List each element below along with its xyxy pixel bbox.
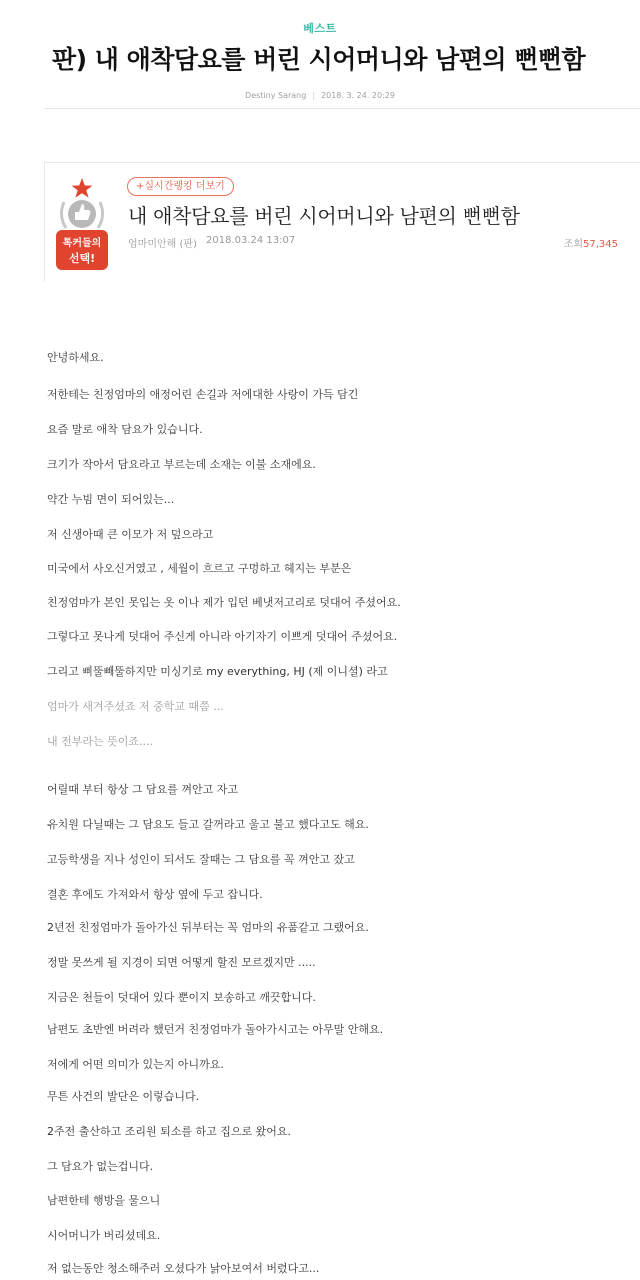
- body-line: 무튼 사건의 발단은 이렇습니다.: [47, 1090, 200, 1103]
- body-line: 남편한테 행방을 물으니: [47, 1194, 161, 1207]
- body-line: 엄마가 새겨주셨죠 저 중학교 때쯤 ...: [47, 700, 224, 713]
- body-line: 저 없는동안 청소해주러 오셨다가 낡아보여서 버렸다고...: [47, 1262, 320, 1275]
- badge-icon: [50, 176, 110, 272]
- body-line: 내 전부라는 뜻이죠....: [47, 735, 153, 748]
- body-line: 저 신생아때 큰 이모가 저 덮으라고: [47, 528, 214, 541]
- page-title: 판) 내 애착담요를 버린 시어머니와 남편의 뻔뻔함: [52, 45, 586, 74]
- body-line: 그 담요가 없는겁니다.: [47, 1160, 154, 1173]
- view-count-label: 조회: [563, 239, 583, 250]
- svg-text:선택!: 선택!: [68, 252, 96, 265]
- body-line: 미국에서 사오신거였고 , 세월이 흐르고 구멍하고 헤지는 부분은: [47, 562, 352, 575]
- body-line: 남편도 초반엔 버려라 했던거 친정엄마가 돌아가시고는 아무말 안해요.: [47, 1023, 384, 1036]
- body-line: 2주전 출산하고 조리원 퇴소를 하고 집으로 왔어요.: [47, 1125, 291, 1138]
- svg-text:톡커들의: 톡커들의: [62, 238, 102, 249]
- body-line: 요즘 말로 애착 담요가 있습니다.: [47, 423, 203, 436]
- body-line: 고등학생을 지나 성인이 되서도 잘때는 그 담요를 꼭 껴안고 잤고: [47, 853, 355, 866]
- category-label[interactable]: 베스트: [303, 22, 337, 35]
- body-line: 저한테는 친정엄마의 애정어린 손길과 저에대한 사랑이 가득 담긴: [47, 388, 359, 401]
- realtime-ranking-button[interactable]: +실시간랭킹 더보기: [127, 177, 234, 196]
- article-author: Destiny Sarang: [245, 91, 307, 100]
- body-line: 시어머니가 버리셨데요.: [47, 1229, 161, 1242]
- body-line: 결혼 후에도 가져와서 항상 옆에 두고 잡니다.: [47, 888, 263, 901]
- header-divider: [44, 108, 640, 109]
- body-line: 어릴때 부터 항상 그 담요를 껴안고 자고: [47, 783, 238, 796]
- body-line: 2년전 친정엄마가 돌아가신 뒤부터는 꼭 엄마의 유품같고 그랬어요.: [47, 921, 369, 934]
- post-author[interactable]: 엄마미안해 (판): [128, 239, 197, 250]
- view-count: [564, 235, 618, 250]
- body-line: 저에게 어떤 의미가 있는지 아니까요.: [47, 1058, 224, 1071]
- body-line: 그리고 삐뚤빼뚤하지만 미싱기로 my everything, HJ (제 이니셜) 라고: [47, 665, 388, 678]
- article-datetime: 2018. 3. 24. 20:29: [321, 91, 395, 100]
- body-line: 크기가 작아서 담요라고 부르는데 소재는 이불 소재에요.: [47, 458, 316, 471]
- post-title: 내 애착담요를 버린 시어머니와 남편의 뻔뻔함: [128, 204, 520, 228]
- body-line: 유치원 다닐때는 그 담요도 들고 갈꺼라고 울고 불고 했다고도 해요.: [47, 818, 369, 831]
- body-line: 지금은 천들이 덧대어 있다 뿐이지 보송하고 깨끗합니다.: [47, 991, 316, 1004]
- talker-choice-badge: [50, 176, 110, 272]
- body-line: 정말 못쓰게 될 지경이 되면 어떻게 할진 모르겠지만 .....: [47, 956, 316, 969]
- article-meta: Destiny Sarang | 2018. 3. 24. 20:29: [245, 91, 395, 100]
- body-line: 안녕하세요.: [47, 351, 104, 364]
- view-count-number: 57,345: [583, 239, 618, 250]
- body-line: 약간 누빔 면이 되어있는...: [47, 493, 175, 506]
- body-line: 친정엄마가 본인 못입는 옷 이나 제가 입던 베냇저고리로 덧대어 주셨어요.: [47, 596, 401, 609]
- body-line: 그렇다고 못나게 덧대어 주신게 아니라 아기자기 이쁘게 덧대어 주셨어요.: [47, 630, 398, 643]
- post-date: 2018.03.24 13:07: [206, 235, 296, 246]
